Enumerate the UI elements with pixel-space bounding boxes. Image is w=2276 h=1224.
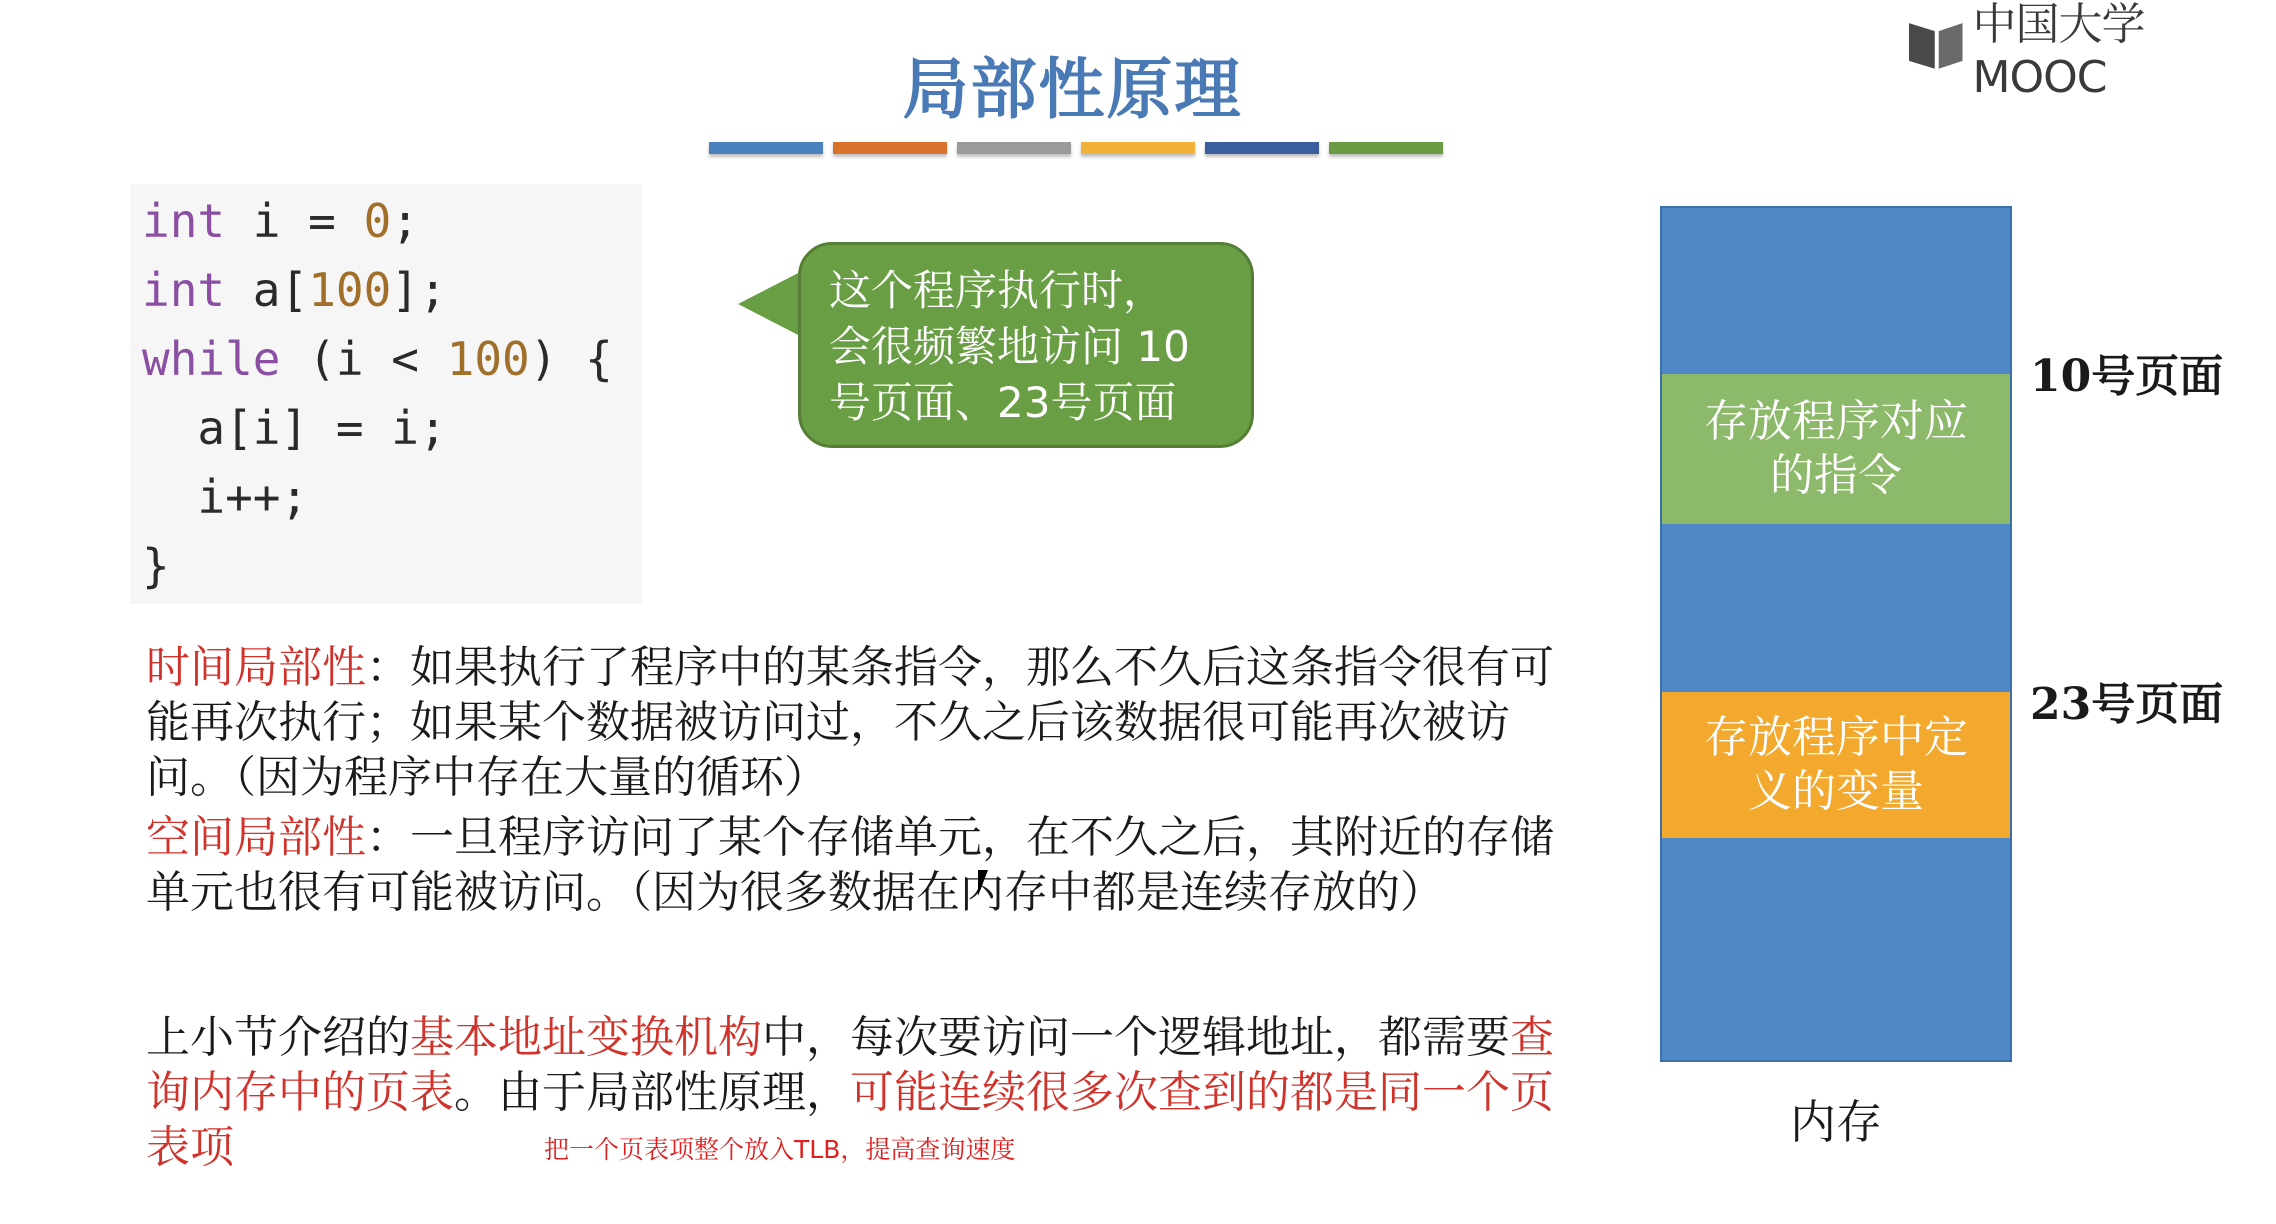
code-line [142, 188, 419, 254]
accent-bar [957, 142, 1071, 154]
code-token: i++; [142, 470, 309, 524]
code-token: 0 [363, 194, 392, 248]
code-token: i = [225, 194, 364, 248]
code-token: a[i] = i; [142, 401, 447, 455]
code-token: } [142, 539, 170, 593]
mouse-cursor-icon [978, 870, 988, 896]
highlight-text: 时间局部性 [146, 642, 366, 693]
code-token: (i < [280, 332, 447, 386]
page-label-10: 10号页面 [2030, 351, 2224, 402]
code-token: 100 [446, 332, 530, 386]
accent-bars [709, 142, 1453, 154]
code-token: ]; [391, 263, 447, 317]
tlb-annotation: 把一个页表项整个放入TLB，提高查询速度 [544, 1135, 1016, 1164]
body-text: 上小节介绍的 [146, 1012, 410, 1063]
highlight-text: 基本地址变换机构 [410, 1012, 762, 1063]
code-line [142, 257, 447, 323]
code-block [130, 184, 642, 604]
code-token: 100 [308, 263, 392, 317]
callout-pointer [738, 270, 804, 338]
code-line [142, 326, 613, 392]
body-text: ：如果执行了程序中的某条指令，那么不久后这条指令很有可能再次执行；如果某个数据被访问过，不久之后该数据很可能再次被访问。（因为程序中存在大量的循环） [146, 642, 1554, 803]
accent-bar [1329, 142, 1443, 154]
highlight-text: 查询内存中的页表 [146, 1012, 1554, 1118]
instruction-block: 存放程序对应 的指令 [1662, 374, 2010, 524]
accent-bar [1081, 142, 1195, 154]
code-token: while [142, 332, 281, 386]
callout-text: 这个程序执行时， 会很频繁地访问 10 号页面、23号页面 [829, 266, 1190, 427]
code-token: a[ [225, 263, 309, 317]
body-text: 。由于局部性原理， [454, 1067, 850, 1118]
code-line [142, 395, 447, 461]
code-line [142, 533, 170, 599]
page-label-23: 23号页面 [2030, 679, 2224, 730]
accent-bar [1205, 142, 1319, 154]
accent-bar [833, 142, 947, 154]
code-token: ; [391, 194, 419, 248]
code-token: ) { [529, 332, 613, 386]
temporal-locality-paragraph [146, 640, 1566, 805]
body-text: 中，每次要访问一个逻辑地址，都需要 [762, 1012, 1510, 1063]
code-token: int [142, 263, 226, 317]
code-token: int [142, 194, 226, 248]
slide-title: 局部性原理 [902, 50, 1243, 128]
memory-caption: 内存 [1790, 1095, 1882, 1149]
highlight-text: 空间局部性 [146, 812, 366, 863]
accent-bar [709, 142, 823, 154]
callout-bubble [798, 242, 1254, 448]
logo-text: 中国大学MOOC [1972, 0, 2145, 103]
spatial-locality-paragraph [146, 810, 1566, 920]
body-text: ：一旦程序访问了某个存储单元，在不久之后，其附近的存储单元也很有可能被访问。（因为很多数据在内存中都是连续存放的） [146, 812, 1554, 918]
highlight-text: 可能连续很多次查到的都是同一个页表项 [146, 1067, 1554, 1173]
memory-diagram [1660, 206, 2012, 1062]
code-line [142, 464, 308, 530]
variable-block: 存放程序中定 义的变量 [1662, 692, 2010, 838]
